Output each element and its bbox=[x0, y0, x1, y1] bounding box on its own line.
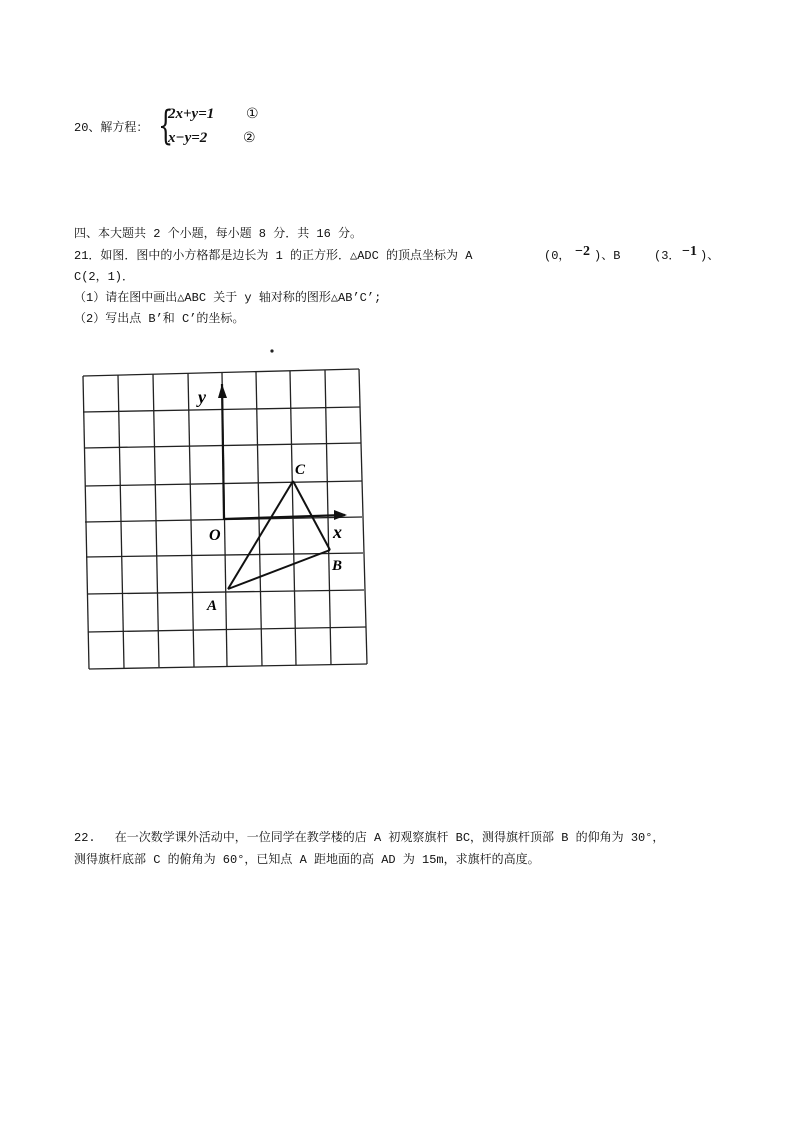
side-ab bbox=[228, 550, 330, 589]
label-x: x bbox=[333, 522, 342, 542]
label-b: B bbox=[332, 558, 343, 574]
y-axis-arrow bbox=[218, 384, 227, 398]
y-axis bbox=[222, 384, 224, 520]
x-axis-arrow bbox=[334, 510, 347, 520]
q20-equation-1: 2x+y=1 bbox=[168, 106, 215, 122]
label-origin: O bbox=[209, 527, 221, 544]
label-a: A bbox=[207, 598, 218, 614]
q20-equation-2: x−y=2 bbox=[168, 130, 208, 146]
section4-heading: 四、本大题共 2 个小题，每小题 8 分．共 16 分。 bbox=[74, 227, 363, 241]
triangle-abc bbox=[228, 481, 330, 589]
q21-line1-text: 21．如图．图中的小方格都是边长为 1 的正方形．△ADC 的顶点坐标为 A bbox=[74, 249, 473, 263]
q21-line2: C(2，1)． bbox=[74, 270, 135, 284]
q20-prefix: 20、解方程： bbox=[74, 121, 149, 135]
q20-equation-1-mark: ① bbox=[246, 106, 259, 122]
q21-part2: （2）写出点 B’和 C’的坐标。 bbox=[74, 312, 245, 326]
label-c: C bbox=[295, 462, 306, 478]
q20-equation-2-mark: ② bbox=[243, 130, 256, 146]
q21-coord-a-neg: −2 bbox=[575, 244, 590, 259]
q21-coord-a-open: (0， bbox=[544, 249, 571, 263]
q21-coord-b-neg: −1 bbox=[682, 244, 697, 259]
q21-coord-b-close: )、 bbox=[700, 249, 720, 263]
q21-coord-a-close: )、B bbox=[594, 249, 621, 263]
system-brace: { bbox=[158, 103, 174, 149]
q22-line1: 22. 在一次数学课外活动中，一位同学在教学楼的店 A 初观察旗杆 BC，测得旗杆顶部 B 的仰角为 30°， bbox=[74, 831, 665, 845]
q22-line2: 测得旗杆底部 C 的俯角为 60°，已知点 A 距地面的高 AD 为 15m，求旗杆的高度。 bbox=[74, 853, 540, 867]
q21-part1: （1）请在图中画出△ABC 关于 y 轴对称的图形△AB’C’; bbox=[74, 291, 382, 305]
stray-dot bbox=[270, 349, 273, 352]
label-y: y bbox=[198, 387, 206, 407]
q21-coord-b-open: (3． bbox=[654, 249, 681, 263]
